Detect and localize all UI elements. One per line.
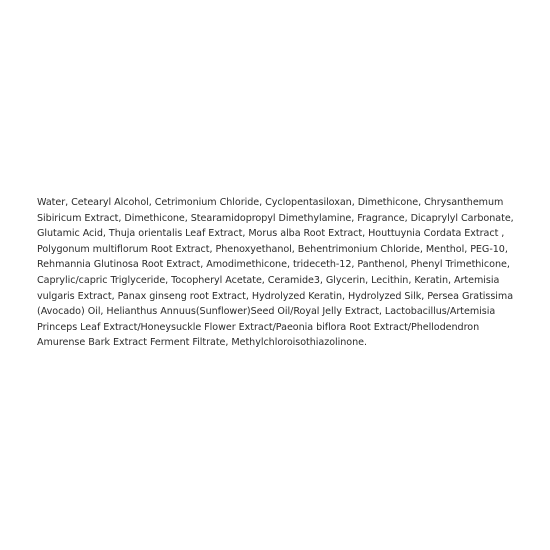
ingredients-line: (Avocado) Oil, Helianthus Annuus(Sunflower)Seed Oil/Royal Jelly Extract, Lactobacillus/Artemisia bbox=[37, 306, 496, 318]
ingredients-line: Rehmannia Glutinosa Root Extract, Amodimethicone, trideceth-12, Panthenol, Phenyl Trimethicone, bbox=[37, 259, 510, 271]
ingredients-line: Polygonum multiflorum Root Extract, Phenoxyethanol, Behentrimonium Chloride, Menthol, PEG-10, bbox=[37, 243, 508, 255]
ingredients-text bbox=[37, 195, 519, 351]
ingredients-line: vulgaris Extract, Panax ginseng root Extract, Hydrolyzed Keratin, Hydrolyzed Silk, Persea Gratissima bbox=[37, 290, 514, 302]
ingredients-line: Sibiricum Extract, Dimethicone, Stearamidopropyl Dimethylamine, Fragrance, Dicaprylyl Carbonate, bbox=[37, 212, 514, 224]
ingredients-line: Water, Cetearyl Alcohol, Cetrimonium Chloride, Cyclopentasiloxan, Dimethicone, Chrysanthemum bbox=[37, 197, 504, 208]
ingredients-line: Glutamic Acid, Thuja orientalis Leaf Extract, Morus alba Root Extract, Houttuynia Cordata Extract , bbox=[37, 228, 505, 240]
ingredients-line: Caprylic/capric Triglyceride, Tocopheryl Acetate, Ceramide3, Glycerin, Lecithin, Keratin, Artemisia bbox=[37, 274, 500, 286]
ingredients-line: Amurense Bark Extract Ferment Filtrate, Methylchloroisothiazolinone. bbox=[37, 337, 367, 349]
ingredients-line: Princeps Leaf Extract/Honeysuckle Flower Extract/Paeonia biflora Root Extract/Phellodendron bbox=[37, 321, 480, 333]
